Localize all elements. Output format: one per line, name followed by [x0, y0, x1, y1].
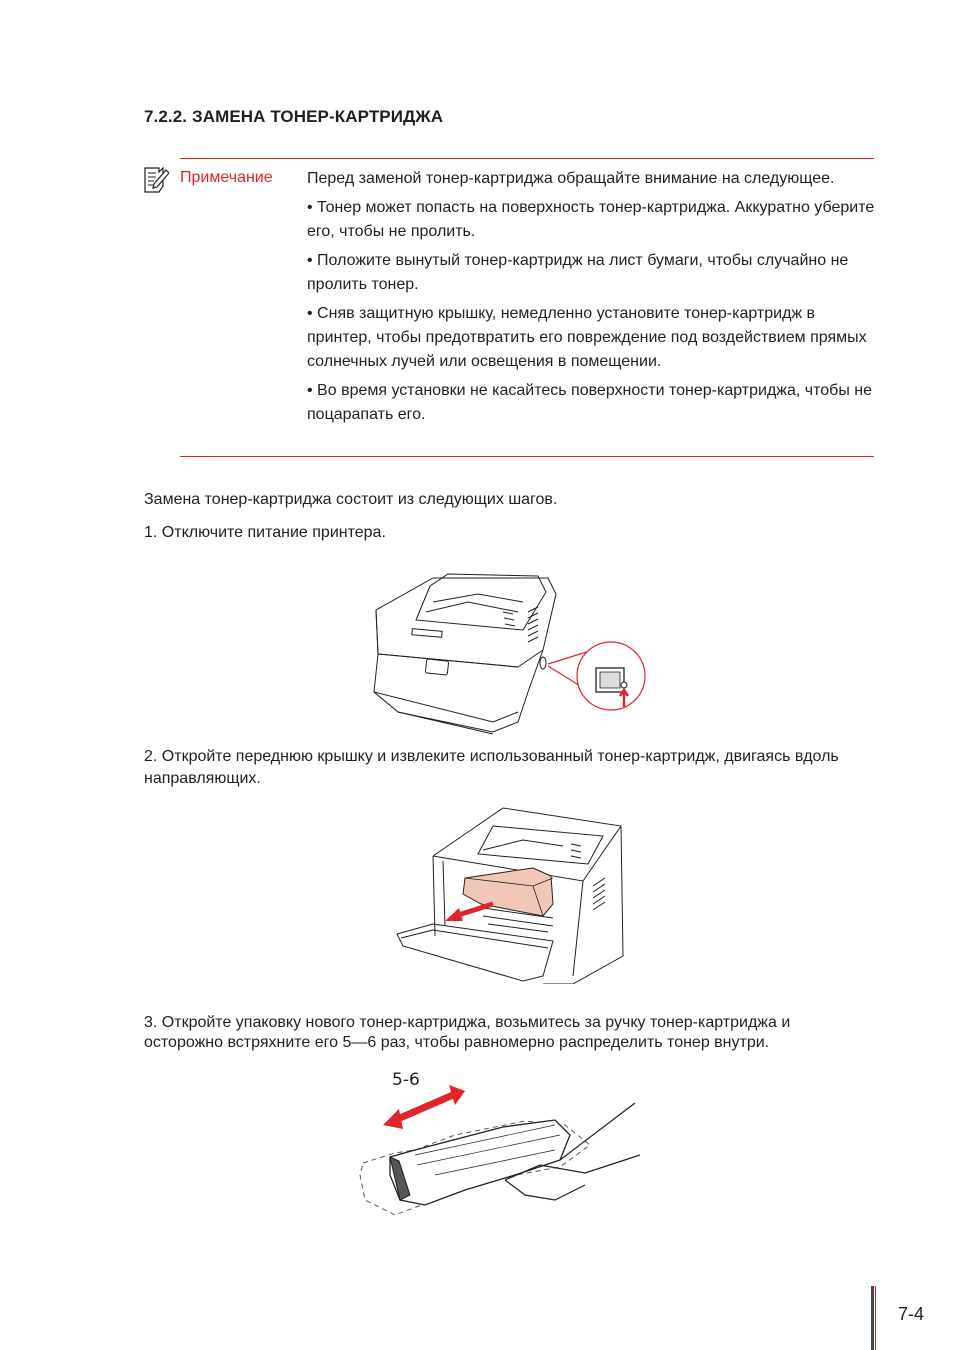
note-paragraph: • Сняв защитную крышку, немедленно установите тонер-картридж в принтер, чтобы предотвратить его повреждение под воздействием прямых солнечных лучей или освещения в помещении. [307, 305, 867, 370]
printer-power-switch-illustration [368, 572, 650, 737]
note-paragraph: Перед заменой тонер-картриджа обращайте внимание на следующее. [307, 170, 835, 187]
note-bottom-divider [180, 456, 874, 457]
shake-count-label: 5-6 [392, 1070, 420, 1090]
step-1-text: 1. Отключите питание принтера. [144, 524, 386, 541]
printer-remove-cartridge-illustration [393, 806, 628, 984]
note-label: Примечание [180, 169, 273, 186]
step-3-text: 3. Откройте упаковку нового тонер-картриджа, возьмитесь за ручку тонер-картриджа и осторожно встряхните его 5—6 раз, чтобы равномерно распределить тонер внутри. [144, 1014, 791, 1051]
page-number: 7-4 [898, 1304, 925, 1324]
note-paragraph: • Тонер может попасть на поверхность тонер-картриджа. Аккуратно уберите его, чтобы не пролить. [307, 199, 875, 240]
step-2-text: 2. Откройте переднюю крышку и извлеките использованный тонер-картридж, двигаясь вдоль направляющих. [144, 748, 839, 787]
note-top-divider [180, 158, 874, 159]
intro-text: Замена тонер-картриджа состоит из следующих шагов. [144, 491, 558, 508]
note-pencil-icon [143, 166, 169, 194]
section-title: 7.2.2. ЗАМЕНА ТОНЕР-КАРТРИДЖА [144, 107, 444, 126]
note-paragraph: • Во время установки не касайтесь поверхности тонер-картриджа, чтобы не поцарапать его. [307, 382, 873, 423]
shake-cartridge-illustration [355, 1065, 640, 1225]
note-body [307, 167, 877, 432]
page-margin-accent [875, 1286, 876, 1350]
note-paragraph: • Положите вынутый тонер-картридж на лист бумаги, чтобы случайно не пролить тонер. [307, 252, 849, 293]
page-margin-bar [871, 1286, 874, 1350]
